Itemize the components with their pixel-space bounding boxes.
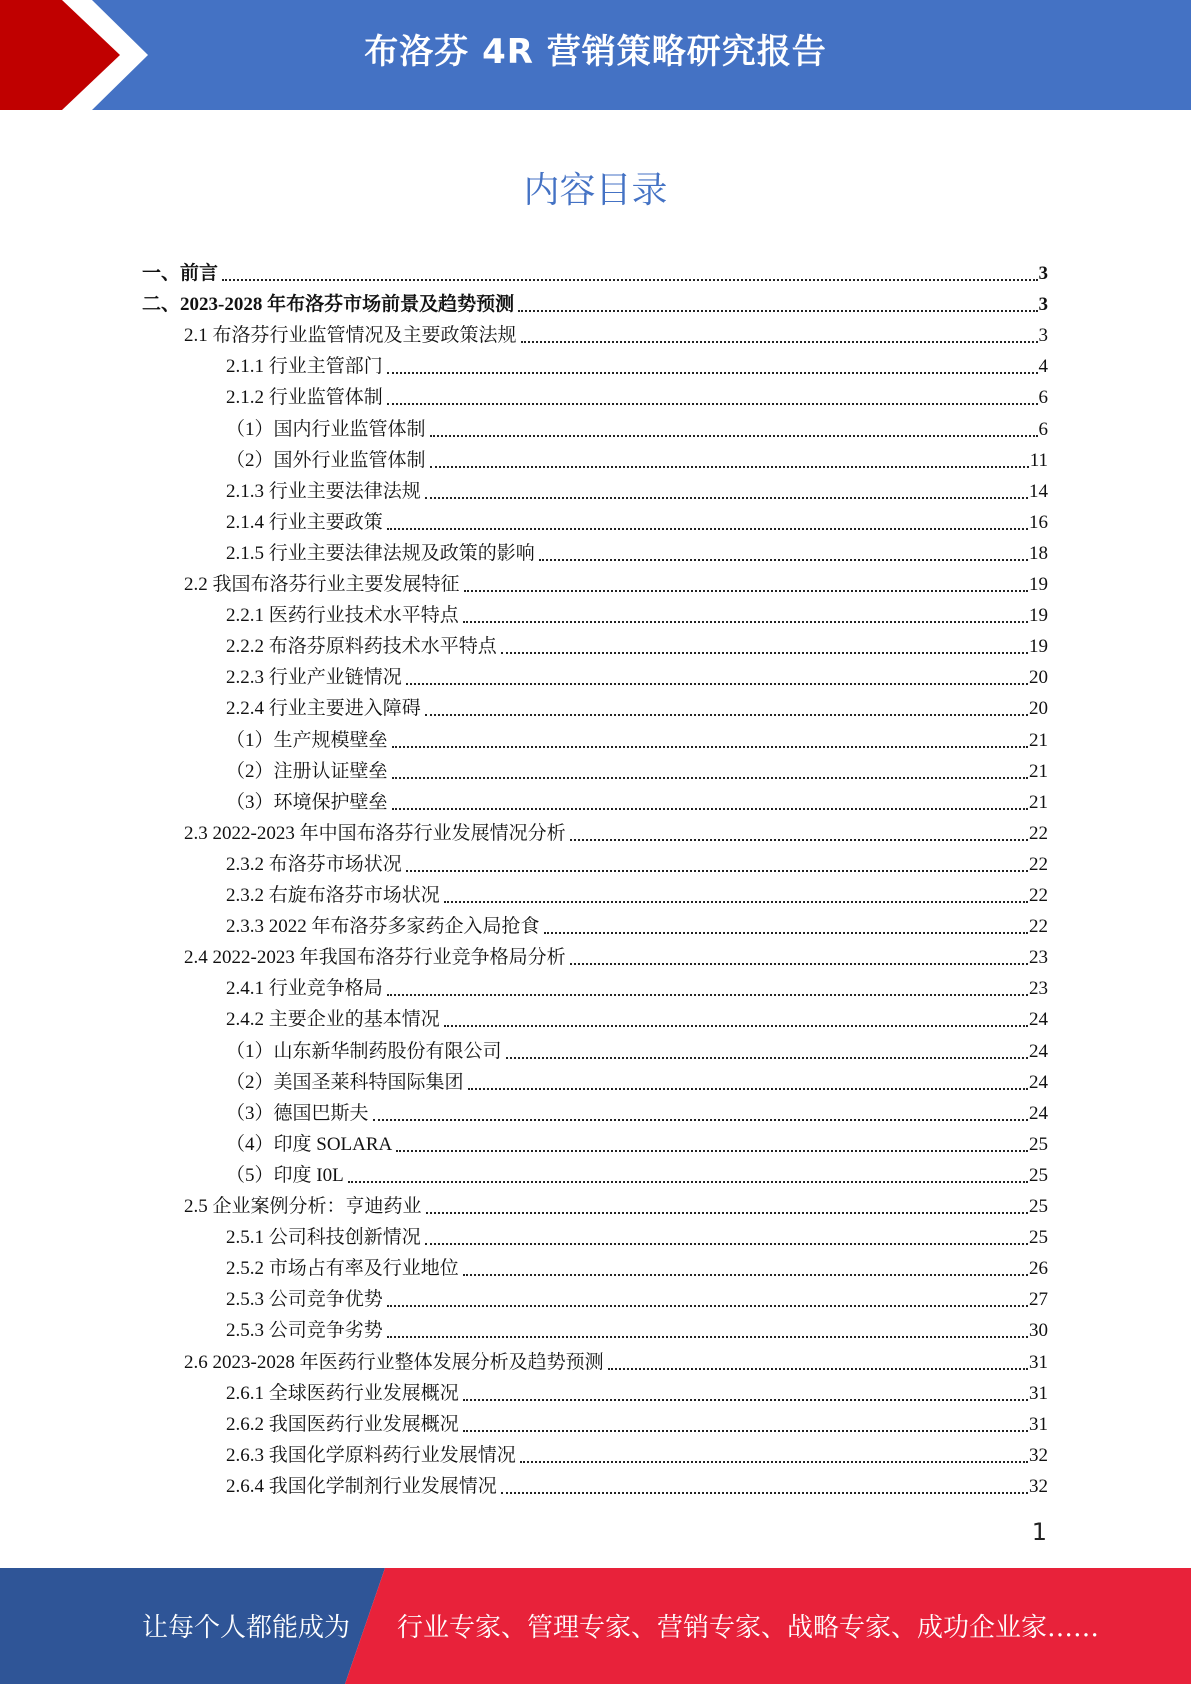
toc-entry[interactable] xyxy=(0,1436,1048,1467)
toc-entry[interactable] xyxy=(0,752,1048,783)
toc-entry-label: 2.1.5 行业主要法律法规及政策的影响 xyxy=(226,542,535,564)
toc-entry[interactable] xyxy=(0,1156,1048,1187)
toc-entry[interactable] xyxy=(0,783,1048,814)
toc-entry-page: 11 xyxy=(1029,449,1048,471)
toc-entry-page: 25 xyxy=(1029,1227,1048,1249)
toc-entry-page: 24 xyxy=(1029,1071,1048,1093)
toc-leader-dots xyxy=(518,310,1037,312)
toc-leader-dots xyxy=(387,1305,1028,1307)
toc-entry[interactable] xyxy=(0,658,1048,689)
toc-entry[interactable] xyxy=(0,1063,1048,1094)
toc-leader-dots xyxy=(463,1430,1028,1432)
toc-entry-page: 26 xyxy=(1029,1258,1048,1280)
toc-entry[interactable] xyxy=(0,378,1048,409)
toc-entry-page: 21 xyxy=(1029,760,1048,782)
toc-entry-page: 21 xyxy=(1029,791,1048,813)
toc-entry[interactable] xyxy=(0,1094,1048,1125)
toc-entry-page: 24 xyxy=(1029,1009,1048,1031)
toc-leader-dots xyxy=(425,714,1028,716)
toc-entry-page: 20 xyxy=(1029,667,1048,689)
toc-entry-page: 6 xyxy=(1038,387,1048,409)
toc-entry[interactable] xyxy=(0,347,1048,378)
footer-band xyxy=(0,1568,1191,1684)
toc-entry-label: 2.5 企业案例分析：亨迪药业 xyxy=(184,1196,422,1217)
toc-entry-label: （3）环境保护壁垒 xyxy=(226,791,388,813)
toc-entry-page: 30 xyxy=(1029,1320,1048,1342)
toc-entry-page: 6 xyxy=(1038,418,1048,440)
toc-entry-page: 3 xyxy=(1038,294,1048,316)
toc-leader-dots xyxy=(501,652,1028,654)
toc-entry-page: 19 xyxy=(1029,574,1048,595)
toc-entry-label: （4）印度 SOLARA xyxy=(226,1133,393,1155)
toc-leader-dots xyxy=(506,1057,1028,1059)
toc-entry-label: （2）美国圣莱科特国际集团 xyxy=(226,1071,464,1093)
toc-entry-label: 2.1 布洛芬行业监管情况及主要政策法规 xyxy=(184,325,517,347)
toc-entry[interactable] xyxy=(0,721,1048,752)
toc-entry[interactable] xyxy=(0,1218,1048,1249)
toc-leader-dots xyxy=(387,403,1038,405)
toc-entry-page: 25 xyxy=(1029,1133,1048,1155)
toc-entry-page: 19 xyxy=(1029,636,1048,658)
page-number: 1 xyxy=(1031,1518,1047,1546)
toc-entry-label: （3）德国巴斯夫 xyxy=(226,1102,369,1124)
header-band xyxy=(0,0,1191,110)
toc-leader-dots xyxy=(387,528,1028,530)
toc-leader-dots xyxy=(544,932,1028,934)
toc-leader-dots xyxy=(468,1088,1028,1090)
toc-entry-label: 2.2.2 布洛芬原料药技术水平特点 xyxy=(226,636,497,658)
toc-entry-page: 3 xyxy=(1038,263,1048,284)
toc-leader-dots xyxy=(406,683,1028,685)
toc-entry-label: 二、2023-2028 年布洛芬市场前景及趋势预测 xyxy=(142,294,515,316)
toc-entry-page: 31 xyxy=(1029,1351,1048,1373)
toc-entry-page: 22 xyxy=(1029,885,1048,906)
toc-heading: 内容目录 xyxy=(523,170,668,211)
toc-entry-label: 2.1.4 行业主要政策 xyxy=(226,511,383,533)
toc-leader-dots xyxy=(425,497,1028,499)
toc-entry-page: 25 xyxy=(1029,1196,1048,1217)
toc-entry[interactable] xyxy=(0,1000,1048,1031)
toc-entry[interactable] xyxy=(0,1343,1048,1374)
toc-entry[interactable] xyxy=(0,845,1048,876)
toc-leader-dots xyxy=(539,559,1028,561)
toc-leader-dots xyxy=(430,435,1038,437)
toc-entry[interactable] xyxy=(0,1311,1048,1342)
toc-leader-dots xyxy=(570,963,1028,965)
toc-entry-page: 23 xyxy=(1029,978,1048,1000)
toc-entry-label: 2.1.3 行业主要法律法规 xyxy=(226,480,421,502)
toc-entry-label: 2.2.4 行业主要进入障碍 xyxy=(226,698,421,720)
toc-entry[interactable] xyxy=(0,876,1048,907)
toc-entry-label: 2.6.1 全球医药行业发展概况 xyxy=(226,1382,459,1404)
toc-leader-dots xyxy=(570,839,1028,841)
toc-entry[interactable] xyxy=(0,596,1048,627)
toc-leader-dots xyxy=(520,1461,1028,1463)
toc-entry-page: 21 xyxy=(1029,729,1048,751)
toc-entry[interactable] xyxy=(0,254,1048,285)
toc-entry[interactable] xyxy=(0,503,1048,534)
toc-entry[interactable] xyxy=(0,1280,1048,1311)
toc-entry-label: 2.2 我国布洛芬行业主要发展特征 xyxy=(184,574,460,595)
toc-leader-dots xyxy=(222,279,1037,281)
toc-entry[interactable] xyxy=(0,938,1048,969)
toc-entry[interactable] xyxy=(0,316,1048,347)
toc-entry[interactable] xyxy=(0,1405,1048,1436)
toc-entry-page: 4 xyxy=(1038,356,1048,378)
toc-entry-label: 2.4 2022-2023 年我国布洛芬行业竞争格局分析 xyxy=(184,947,566,969)
toc-entry[interactable] xyxy=(0,285,1048,316)
toc-entry[interactable] xyxy=(0,689,1048,720)
toc-entry[interactable] xyxy=(0,814,1048,845)
toc-leader-dots xyxy=(464,590,1028,592)
toc-entry-label: 2.3 2022-2023 年中国布洛芬行业发展情况分析 xyxy=(184,822,566,844)
toc-entry-label: 2.5.3 公司竞争优势 xyxy=(226,1289,383,1311)
toc-leader-dots xyxy=(444,1025,1028,1027)
footer-slogan-left: 让每个人都能成为 xyxy=(142,1613,351,1643)
toc-entry-page: 14 xyxy=(1029,480,1048,502)
toc-leader-dots xyxy=(387,1336,1028,1338)
toc-entry-page: 25 xyxy=(1029,1164,1048,1186)
toc-entry-label: （1）山东新华制药股份有限公司 xyxy=(226,1040,502,1062)
toc-entry-page: 32 xyxy=(1029,1444,1048,1466)
toc-leader-dots xyxy=(387,372,1038,374)
toc-leader-dots xyxy=(463,1399,1028,1401)
toc-entry[interactable] xyxy=(0,441,1048,472)
toc-leader-dots xyxy=(463,1274,1028,1276)
toc-entry-label: 2.6.2 我国医药行业发展概况 xyxy=(226,1413,459,1435)
toc-entry[interactable] xyxy=(0,627,1048,658)
toc-leader-dots xyxy=(425,1243,1028,1245)
toc-entry-label: 2.5.3 公司竞争劣势 xyxy=(226,1320,383,1342)
toc-entry-page: 20 xyxy=(1029,698,1048,720)
footer-slogan-right: 行业专家、管理专家、营销专家、战略专家、成功企业家…… xyxy=(397,1613,1100,1643)
toc-entry-label: 2.5.1 公司科技创新情况 xyxy=(226,1227,421,1249)
toc-entry-label: 2.3.2 布洛芬市场状况 xyxy=(226,853,402,875)
toc-leader-dots xyxy=(348,1181,1028,1183)
toc-entry[interactable] xyxy=(0,907,1048,938)
toc-entry-page: 22 xyxy=(1029,822,1048,844)
toc-entry[interactable] xyxy=(0,1125,1048,1156)
toc-leader-dots xyxy=(406,870,1028,872)
toc-entry-label: （1）生产规模壁垒 xyxy=(226,729,388,751)
toc-entry-page: 22 xyxy=(1029,916,1048,938)
toc-entry-label: （2）国外行业监管体制 xyxy=(226,449,426,471)
toc-entry-page: 16 xyxy=(1029,511,1048,533)
toc-entry[interactable] xyxy=(0,1374,1048,1405)
toc-entry-label: 2.3.3 2022 年布洛芬多家药企入局抢食 xyxy=(226,916,540,938)
toc-leader-dots xyxy=(396,1150,1028,1152)
toc-entry-label: （2）注册认证壁垒 xyxy=(226,760,388,782)
toc-entry-page: 19 xyxy=(1029,605,1048,627)
toc-entry-label: 2.3.2 右旋布洛芬市场状况 xyxy=(226,885,440,906)
toc-entry-label: 2.4.1 行业竞争格局 xyxy=(226,978,383,1000)
toc-entry-page: 24 xyxy=(1029,1102,1048,1124)
toc-entry[interactable] xyxy=(0,1187,1048,1218)
toc-leader-dots xyxy=(426,1212,1028,1214)
toc-entry-label: 2.1.1 行业主管部门 xyxy=(226,356,383,378)
toc-entry-page: 22 xyxy=(1029,853,1048,875)
toc-entry[interactable] xyxy=(0,534,1048,565)
toc-leader-dots xyxy=(392,746,1028,748)
toc-entry-label: （5）印度 I0L xyxy=(226,1164,344,1186)
toc-entry-page: 3 xyxy=(1038,325,1048,347)
toc-leader-dots xyxy=(608,1368,1028,1370)
toc-entry-label: （1）国内行业监管体制 xyxy=(226,418,426,440)
toc-entry[interactable] xyxy=(0,565,1048,596)
toc-leader-dots xyxy=(501,1492,1028,1494)
report-title: 布洛芬 4R 营销策略研究报告 xyxy=(364,32,827,72)
toc-entry-page: 18 xyxy=(1029,542,1048,564)
toc-entry-label: 2.5.2 市场占有率及行业地位 xyxy=(226,1258,459,1280)
toc-leader-dots xyxy=(521,341,1038,343)
toc-entry-page: 31 xyxy=(1029,1413,1048,1435)
toc-leader-dots xyxy=(392,808,1028,810)
toc-entry-page: 27 xyxy=(1029,1289,1048,1311)
toc-entry-label: 2.2.1 医药行业技术水平特点 xyxy=(226,605,459,627)
toc-entry-page: 24 xyxy=(1029,1040,1048,1062)
toc-entry[interactable] xyxy=(0,472,1048,503)
toc-entry-label: 2.6.3 我国化学原料药行业发展情况 xyxy=(226,1444,516,1466)
toc-leader-dots xyxy=(463,621,1028,623)
toc-entry-label: 2.6.4 我国化学制剂行业发展情况 xyxy=(226,1475,497,1497)
toc-leader-dots xyxy=(373,1119,1028,1121)
toc-leader-dots xyxy=(430,466,1029,468)
toc-entry[interactable] xyxy=(0,969,1048,1000)
toc-entry[interactable] xyxy=(0,1249,1048,1280)
toc-entry-label: 2.1.2 行业监管体制 xyxy=(226,387,383,409)
toc-leader-dots xyxy=(392,777,1028,779)
toc-entry-label: 2.6 2023-2028 年医药行业整体发展分析及趋势预测 xyxy=(184,1351,604,1373)
toc-entry-page: 31 xyxy=(1029,1382,1048,1404)
toc-leader-dots xyxy=(444,901,1028,903)
toc-entry-label: 2.2.3 行业产业链情况 xyxy=(226,667,402,689)
toc-entry-label: 一、前言 xyxy=(142,263,219,284)
toc-entry-page: 23 xyxy=(1029,947,1048,969)
toc-entry-page: 32 xyxy=(1029,1475,1048,1497)
toc-entry[interactable] xyxy=(0,1032,1048,1063)
toc-leader-dots xyxy=(387,994,1028,996)
toc-entry[interactable] xyxy=(0,1467,1048,1498)
toc-entry[interactable] xyxy=(0,410,1048,441)
toc-entry-label: 2.4.2 主要企业的基本情况 xyxy=(226,1009,440,1031)
